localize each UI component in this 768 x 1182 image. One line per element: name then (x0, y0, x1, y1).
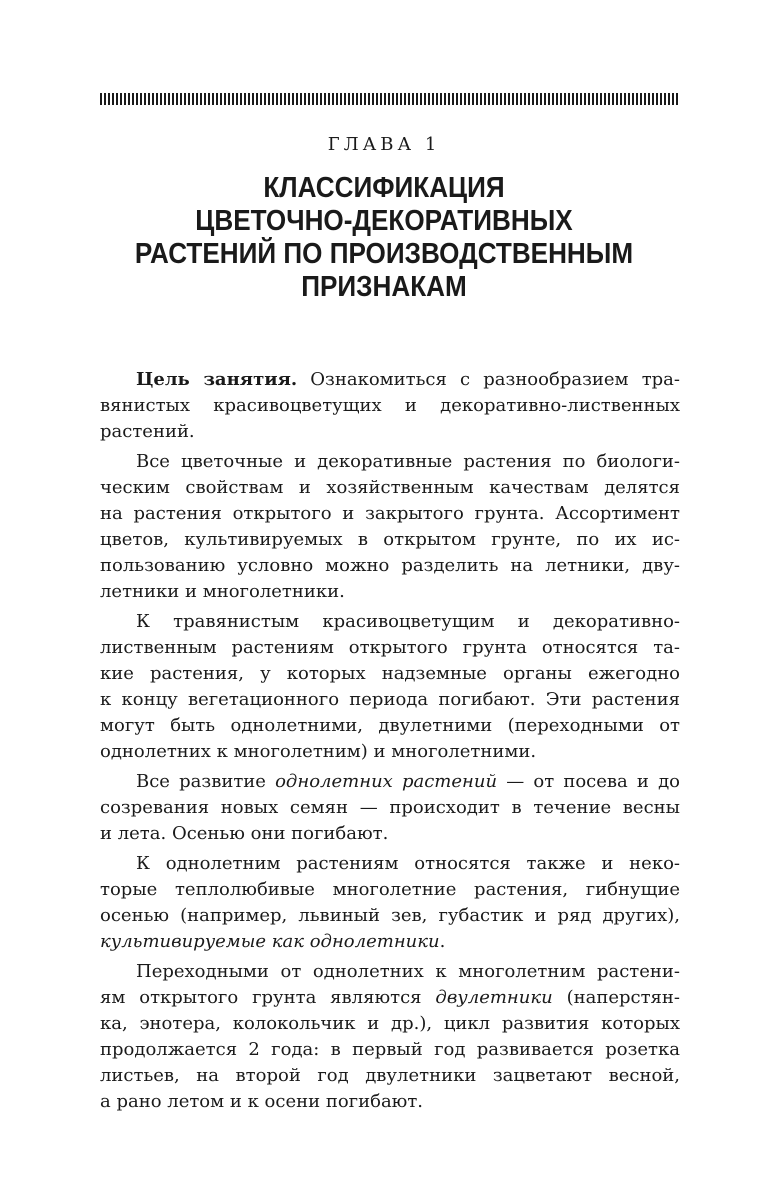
chapter-label: ГЛАВА 1 (327, 134, 441, 155)
chapter-title (92, 172, 675, 304)
text-line: растений. (100, 421, 195, 442)
paragraph-goal (100, 367, 680, 445)
goal-lead: Цель занятия. (136, 369, 298, 390)
text-line: кие растения, у которых надземные органы ежегодно (100, 663, 680, 684)
text-line: к концу вегетационного периода погибают. Эти растения (100, 689, 680, 710)
text-line: летники и многолетники. (100, 581, 345, 602)
text-line: культивируемые как однолетники. (100, 931, 446, 952)
italic-term: однолетних растений (275, 771, 498, 792)
text-line: осенью (например, львиный зев, губастик и ряд других), (100, 905, 680, 926)
text-line: торые теплолюбивые многолетние растения, гибнущие (100, 879, 680, 900)
text-line: вянистых красивоцветущих и декоративно-лиственных (100, 395, 680, 416)
text-line: Все цветочные и декоративные растения по биологи- (136, 451, 680, 472)
text-line: Все развитие однолетних растений — от посева и до (136, 771, 680, 792)
chapter-title-line: КЛАССИФИКАЦИЯ (263, 172, 505, 204)
decorative-header-rule (100, 93, 680, 105)
paragraph (100, 449, 680, 605)
chapter-title-line: ПРИЗНАКАМ (301, 271, 467, 303)
text-line: Переходными от однолетних к многолетним растени- (136, 961, 680, 982)
italic-term: культивируемые как однолетники (100, 931, 440, 952)
paragraph (100, 959, 680, 1115)
italic-term: двулетники (435, 987, 553, 1008)
chapter-title-line: ЦВЕТОЧНО-ДЕКОРАТИВНЫХ (195, 205, 573, 237)
text-line: пользованию условно можно разделить на летники, дву- (100, 555, 680, 576)
paragraph (100, 769, 680, 847)
text-line: Цель занятия. Ознакомиться с разнообразием тра- (136, 369, 680, 390)
text-line: а рано летом и к осени погибают. (100, 1091, 424, 1112)
text-line: К однолетним растениям относятся также и неко- (136, 853, 680, 874)
paragraph (100, 609, 680, 765)
chapter-title-line: РАСТЕНИЙ ПО ПРОИЗВОДСТВЕННЫМ (134, 238, 634, 270)
body-text (100, 367, 680, 1119)
text-line: продолжается 2 года: в первый год развивается розетка (100, 1039, 680, 1060)
text-line: созревания новых семян — происходит в течение весны (100, 797, 680, 818)
text-line: на растения открытого и закрытого грунта. Ассортимент (100, 503, 680, 524)
paragraph (100, 851, 680, 955)
text-line: ям открытого грунта являются двулетники (наперстян- (100, 987, 680, 1008)
text-line: К травянистым красивоцветущим и декоративно- (136, 611, 680, 632)
text-line: однолетних к многолетним) и многолетними. (100, 741, 537, 762)
text-line: ка, энотера, колокольчик и др.), цикл развития которых (100, 1013, 680, 1034)
text-line: листьев, на второй год двулетники зацветают весной, (100, 1065, 680, 1086)
text-line: и лета. Осенью они погибают. (100, 823, 389, 844)
text-line: ческим свойствам и хозяйственным качествам делятся (100, 477, 680, 498)
text-line: цветов, культивируемых в открытом грунте, по их ис- (100, 529, 680, 550)
text-line: могут быть однолетними, двулетними (переходными от (100, 715, 680, 736)
text-line: лиственным растениям открытого грунта относятся та- (100, 637, 680, 658)
